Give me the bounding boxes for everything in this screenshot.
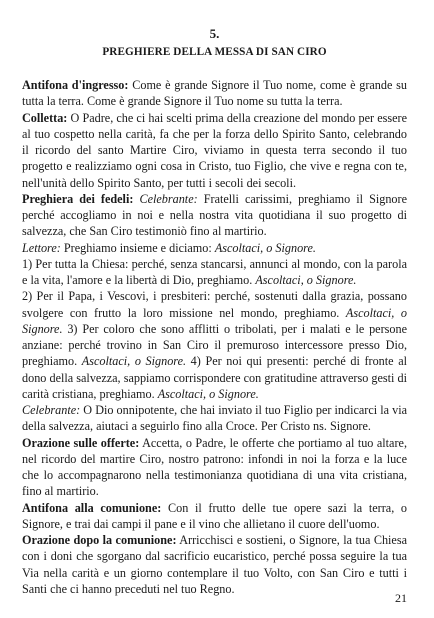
orazione-offerte-paragraph [22,435,407,500]
orazione-offerte-text: Accetta, o Padre, le offerte che portiamo al tuo altare, nel ricordo del martire Ciro, nostro patrono: infondi in noi la forza e la luce che lo accompagnarono nella testimonianza quotidiana di una vita cristiana, fino al martirio. [22,435,407,499]
orazione-comunione-text: Arricchisci e sostieni, o Signore, la tua Chiesa con i doni che sgorgano dal sacrificio eucaristico, perché possa seguire la tua Via nella carità e un giorno contemplare il tuo Volto, con San Ciro e tutti i Santi che ci hanno preceduti nel tuo Regno. [22,533,407,596]
chapter-number: 5. [209,26,220,41]
colletta-label: Colletta: [22,110,68,125]
antifona-ingresso-text: Come è grande Signore il Tuo nome, come è grande su tutta la terra. Come è grande Signore il Tuo nome su tutta la terra. [22,78,407,109]
page-body [22,77,407,597]
closing-prayer-text: O Dio onnipotente, che hai inviato il tuo Figlio per indicarci la via della salvezza, aiutaci a seguirlo fino alla Croce. Per Cristo ns. Signore. [22,403,407,434]
page-number: 21 [395,591,407,605]
colletta-text: O Padre, che ci hai scelti prima della creazione del mondo per essere al tuo cospetto nella carità, fa che per la forza dello Spirito Santo, celebrando il ricordo del santo Martire Ciro, viviamo in questa terra secondo il tuo progetto e realizziamo ogni cosa in Cristo, tuo Figlio, che vive e regna con te, nell'unità dello Spirito Santo, per tutti i secoli dei secoli. [22,110,407,190]
antifona-ingresso-label: Antifona d'ingresso: [22,78,129,92]
preghiera-fedeli-intro: Fratelli carissimi, preghiamo il Signore perché accogliamo in noi e nella nostra vita quotidiana il suo progetto di salvezza, che San Ciro testimoniò fino al martirio. [22,191,407,239]
antifona-comunione-text: Con il frutto delle tue opere sazi la terra, o Signore, e trai dai campi il pane e il vino che allietano il cuore dell'uomo. [22,500,407,531]
colletta-paragraph [22,110,407,191]
antifona-comunione-label: Antifona alla comunione: [22,500,162,515]
lettore-label: Lettore: [22,240,61,255]
celebrante-label: Celebrante: [133,191,198,206]
intention-1: 1) Per tutta la Chiesa: perché, senza stancarsi, annunci al mondo, con la parola e la vita, l'amore e la libertà di Dio, preghiamo. [22,256,407,287]
orazione-comunione-paragraph [22,532,407,597]
antifona-ingresso-paragraph [22,77,407,110]
preghiera-fedeli-intentions [22,240,407,435]
antifona-comunione-paragraph [22,500,407,533]
intention-2: 2) Per il Papa, i Vescovi, i presbiteri: perché, sostenuti dalla grazia, possano svolgere con frutto la loro missione nel mondo, preghiamo. [22,289,407,320]
preghiera-fedeli-paragraph [22,191,407,240]
response-text: Ascoltaci, o Signore. [81,354,187,369]
intention-4: 4) Per noi qui presenti: perché di fronte al dono della salvezza, sappiamo corrispondere con gratitudine attraverso gesti di carità cristiana, preghiamo. [22,354,407,401]
orazione-comunione-label: Orazione dopo la comunione: [22,533,177,547]
response-text: Ascoltaci, o Signore. [22,305,407,336]
orazione-offerte-label: Orazione sulle offerte: [22,435,140,450]
response-text: Ascoltaci, o Signore. [157,386,259,401]
preghiera-fedeli-label: Preghiera dei fedeli: [22,191,134,206]
closing-celebrante-label: Celebrante: [22,403,81,417]
intention-3: 3) Per coloro che sono afflitti o tribolati, per i malati e le persone anziane: perché trovino in San Ciro il premuroso intercessore presso Dio, preghiamo. [22,321,407,369]
chapter-title: PREGHIERE DELLA MESSA DI SAN CIRO [102,46,327,58]
response-text: Ascoltaci, o Signore. [255,273,357,287]
response-text: Ascoltaci, o Signore. [214,240,316,255]
lettore-text: Preghiamo insieme e diciamo: [60,240,215,255]
